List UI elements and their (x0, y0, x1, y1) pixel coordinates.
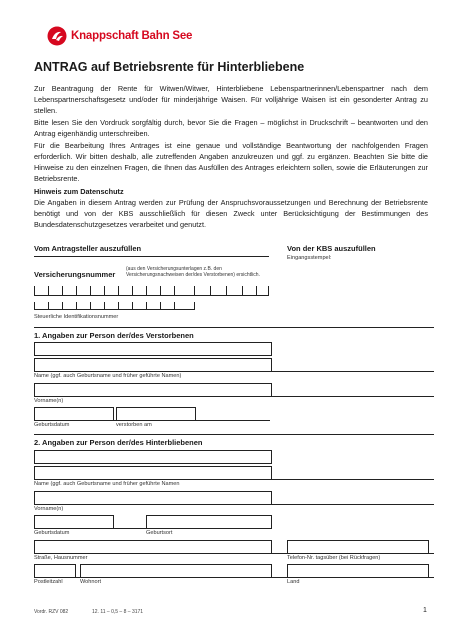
vn-tick (146, 286, 147, 296)
survivor-address-line (34, 577, 434, 578)
vn-tick (174, 286, 175, 296)
vn-tick (256, 286, 257, 296)
deceased-dates-line (34, 420, 270, 421)
survivor-name-input-2[interactable] (34, 466, 272, 480)
tax-id-tick (76, 302, 77, 310)
tax-id-tick (146, 302, 147, 310)
vn-tick (34, 286, 35, 296)
survivor-name-input-1[interactable] (34, 450, 272, 464)
vn-tick (132, 286, 133, 296)
survivor-birthplace-input[interactable] (146, 515, 272, 529)
vn-tick (48, 286, 49, 296)
section1-divider (34, 327, 434, 328)
survivor-vorname-label: Vorname(n) (34, 506, 64, 512)
intro-paragraph-2: Bitte lesen Sie den Vordruck sorgfältig durch, bevor Sie die Fragen – möglichst in Druckschrift – beantworten und den Antrag eigenhändig unterschreiben. (34, 118, 428, 138)
tax-id-label: Steuerliche Identifikationsnummer (34, 314, 119, 320)
intro-paragraph-3: Für die Bearbeitung Ihres Antrages ist eine genaue und vollständige Beantwortung der nachfolgenden Fragen erforderlich. Wir bitten deshalb, alle zutreffenden Angaben anzukreuzen und ggf. zu ergänzen. Beachten Sie bitte die Hinweise zu den einzelnen Fragen, die Ihnen das Ausfüllen des Antrages erleichtern sollen, sowie die Erläuterungen zur Betriebsrente. (34, 141, 428, 183)
footer-form-id: Vordr. RZV 082 (34, 609, 69, 615)
survivor-city-input[interactable] (80, 564, 272, 578)
applicant-divider (34, 256, 269, 257)
survivor-country-input[interactable] (287, 564, 429, 578)
vn-tick (62, 286, 63, 296)
section2-heading: 2. Angaben zur Person der/des Hinterbliebenen (34, 438, 203, 447)
deceased-vorname-label: Vorname(n) (34, 398, 64, 404)
tax-id-tick (62, 302, 63, 310)
datenschutz-heading: Hinweis zum Datenschutz (34, 187, 124, 196)
survivor-vorname-input[interactable] (34, 491, 272, 505)
survivor-birth-line (34, 528, 270, 529)
footer-print-code: 12. 11 – 0,5 – 8 – 3171 (92, 609, 144, 615)
vn-tick (194, 286, 195, 296)
deceased-vorname-line (34, 396, 434, 397)
vn-hint: (aus den Versicherungsunterlagen z.B. den Versicherungsnachweisen der/des Verstorbenen) ersichtlich. (126, 266, 260, 278)
kbs-heading: Von der KBS auszufüllen (287, 244, 376, 253)
section2-divider (34, 434, 434, 435)
deceased-birthdate-label: Geburtsdatum (34, 422, 70, 428)
kbs-logo-icon (47, 26, 67, 46)
survivor-street-input[interactable] (34, 540, 272, 554)
deceased-death-date-input[interactable] (116, 407, 196, 421)
stamp-label: Eingangsstempel: (287, 255, 332, 261)
brand-logo (47, 24, 192, 48)
vn-tick (242, 286, 243, 296)
survivor-street-label: Straße, Hausnummer (34, 555, 88, 561)
vn-tick (226, 286, 227, 296)
deceased-name-input-2[interactable] (34, 358, 272, 372)
survivor-name-line (34, 479, 434, 480)
survivor-postcode-input[interactable] (34, 564, 76, 578)
survivor-name-label: Name (ggf. auch Geburtsname und früher geführte Namen (34, 481, 180, 487)
tax-id-tick (132, 302, 133, 310)
section1-heading: 1. Angaben zur Person der/des Verstorbenen (34, 331, 194, 340)
datenschutz-text: Die Angaben in diesem Antrag werden zur Prüfung der Anspruchsvoraussetzungen und Berechnung der Betriebsrente benötigt und von der KBS ausschließlich für diesen Zweck unter Berücksichtigung der Bestimmungen des Bundesdatenschutzgesetzes verarbeitet und genutzt. (34, 198, 428, 229)
applicant-heading: Vom Antragsteller auszufüllen (34, 244, 142, 253)
vn-tick (118, 286, 119, 296)
vn-tick (90, 286, 91, 296)
vn-tick (210, 286, 211, 296)
survivor-city-label: Wohnort (80, 579, 102, 585)
survivor-vorname-line (34, 504, 434, 505)
tax-id-tick (90, 302, 91, 310)
vn-input[interactable] (34, 284, 268, 296)
vn-tick (160, 286, 161, 296)
vn-baseline (34, 295, 268, 296)
survivor-birthdate-label: Geburtsdatum (34, 530, 70, 536)
tax-id-tick (104, 302, 105, 310)
survivor-phone-input[interactable] (287, 540, 429, 554)
deceased-name-label: Name (ggf. auch Geburtsname und früher geführte Namen) (34, 373, 182, 379)
brand-name: Knappschaft Bahn See (71, 30, 193, 42)
vn-tick (104, 286, 105, 296)
deceased-death-date-label: verstorben am (116, 422, 152, 428)
survivor-birthdate-input[interactable] (34, 515, 114, 529)
vn-tick (76, 286, 77, 296)
survivor-phone-label: Telefon-Nr. tagsüber (bei Rückfragen) (287, 555, 381, 561)
deceased-name-line (34, 371, 434, 372)
vn-label: Versicherungsnummer (34, 270, 116, 279)
tax-id-tick (48, 302, 49, 310)
tax-id-tick (174, 302, 175, 310)
deceased-vorname-input[interactable] (34, 383, 272, 397)
tax-id-tick (160, 302, 161, 310)
survivor-street-line (34, 553, 434, 554)
page-title: ANTRAG auf Betriebsrente für Hinterbliebene (34, 60, 305, 74)
tax-id-input[interactable] (34, 298, 194, 310)
tax-id-tick (34, 302, 35, 310)
survivor-birthplace-label: Geburtsort (146, 530, 173, 536)
survivor-postcode-label: Postleitzahl (34, 579, 63, 585)
tax-id-tick (118, 302, 119, 310)
intro-paragraph-1: Zur Beantragung der Rente für Witwen/Witwer, Hinterbliebene Lebenspartnerinnen/Lebenspartner nach dem Lebenspartnerschaftsgesetz und/oder für minderjährige Waisen. Für volljährige Waisen ist ein gesonderter Antrag zu stellen. (34, 84, 428, 115)
tax-id-tick (194, 302, 195, 310)
deceased-birthdate-input[interactable] (34, 407, 114, 421)
deceased-name-input-1[interactable] (34, 342, 272, 356)
tax-id-baseline (34, 309, 194, 310)
survivor-country-label: Land (287, 579, 300, 585)
page-number: 1 (423, 607, 427, 614)
vn-tick (268, 286, 269, 296)
